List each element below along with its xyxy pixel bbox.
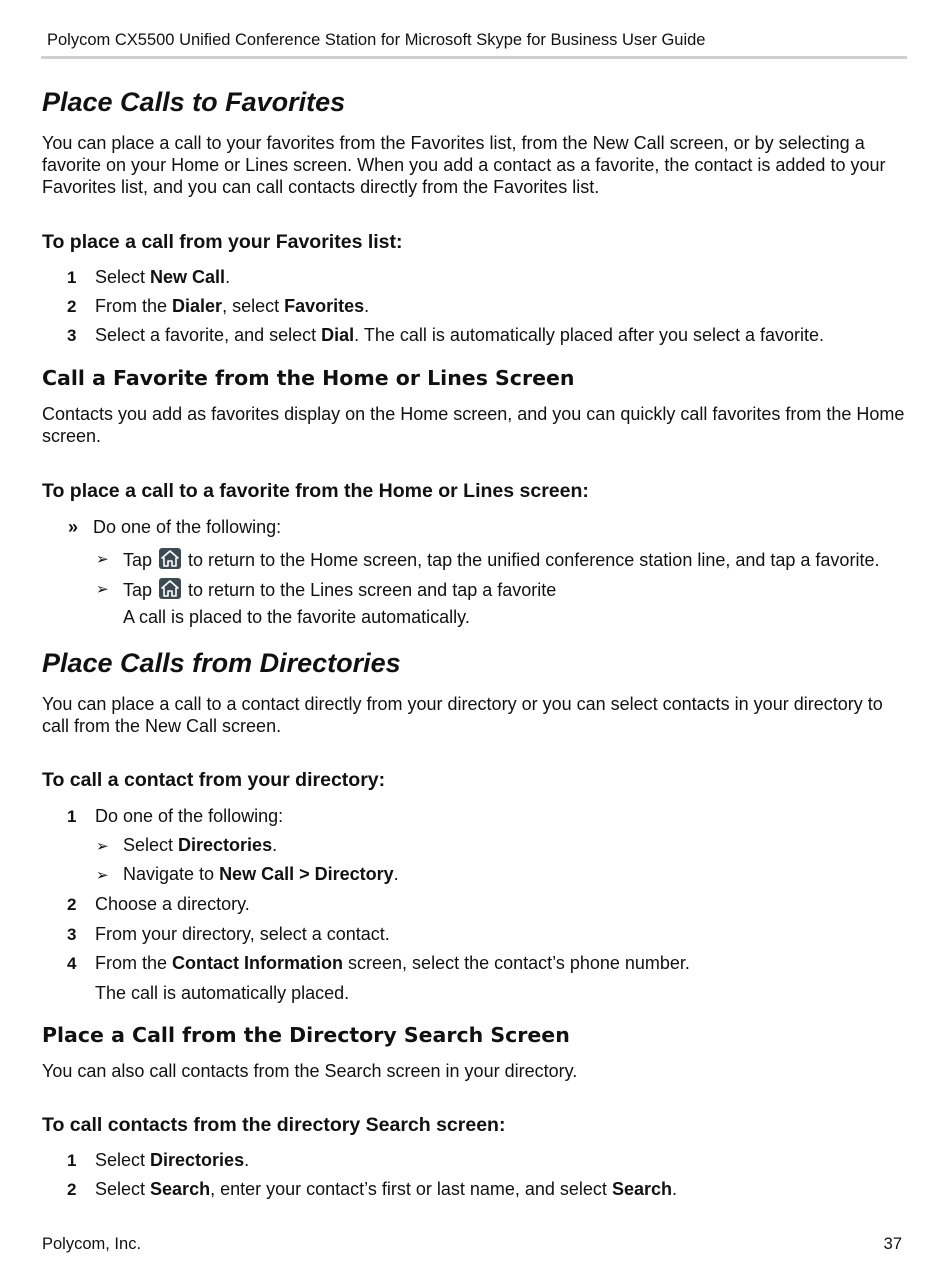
page-number: 37 bbox=[883, 1235, 902, 1253]
step-number: 2 bbox=[67, 1180, 77, 1199]
step-1-search: Select Directories. bbox=[95, 1150, 250, 1170]
do-one-of-following: Do one of the following: bbox=[93, 517, 282, 537]
procedure-title-search: To call contacts from the directory Search screen: bbox=[42, 1114, 506, 1136]
arrow-bullet: ➢ bbox=[96, 581, 109, 598]
step-2-directory: Choose a directory. bbox=[95, 894, 250, 914]
section-title-directories: Place Calls from Directories bbox=[42, 648, 401, 678]
step-2-favorites: From the Dialer, select Favorites. bbox=[95, 296, 370, 316]
sub-option-new-call-directory: Navigate to New Call > Directory. bbox=[123, 864, 399, 884]
home-icon bbox=[159, 578, 181, 599]
step-3-directory: From your directory, select a contact. bbox=[95, 924, 390, 944]
subsection-title-search: Place a Call from the Directory Search Screen bbox=[42, 1023, 570, 1047]
favorites-result: A call is placed to the favorite automatically. bbox=[123, 607, 470, 627]
step-number: 1 bbox=[67, 1151, 77, 1170]
subsection-title-home-lines: Call a Favorite from the Home or Lines Screen bbox=[42, 366, 575, 390]
search-intro: You can also call contacts from the Search screen in your directory. bbox=[42, 1061, 578, 1081]
sub-option-directories: Select Directories. bbox=[123, 835, 278, 855]
step-number: 3 bbox=[67, 326, 77, 345]
step-4-directory: From the Contact Information screen, select the contact’s phone number. bbox=[95, 953, 690, 973]
section-title-favorites: Place Calls to Favorites bbox=[42, 87, 346, 117]
arrow-bullet: ➢ bbox=[96, 867, 109, 884]
procedure-title-favorites-list: To place a call from your Favorites list: bbox=[42, 231, 403, 253]
step-number: 2 bbox=[67, 895, 77, 914]
directory-result: The call is automatically placed. bbox=[95, 983, 350, 1003]
option-lines-screen: Tap to return to the Lines screen and tap a favorite bbox=[123, 580, 557, 600]
favorites-intro: You can place a call to your favorites from the Favorites list, from the New Call screen, or by selecting a favorite on your Home or Lines screen. When you add a contact as a favorite, the contact is added to your Favorites list, and you can call contacts directly from the Favorites list. bbox=[42, 133, 886, 197]
arrow-bullet: ➢ bbox=[96, 551, 109, 568]
option-home-screen: Tap to return to the Home screen, tap the unified conference station line, and tap a favorite. bbox=[123, 550, 880, 570]
step-number: 1 bbox=[67, 268, 77, 287]
single-step-marker: » bbox=[68, 517, 79, 537]
arrow-bullet: ➢ bbox=[96, 838, 109, 855]
step-1-favorites: Select New Call. bbox=[95, 267, 231, 287]
header-divider bbox=[41, 56, 907, 59]
procedure-title-directory: To call a contact from your directory: bbox=[42, 769, 386, 791]
step-2-search: Select Search, enter your contact’s first or last name, and select Search. bbox=[95, 1179, 677, 1199]
step-number: 2 bbox=[67, 297, 77, 316]
running-header: Polycom CX5500 Unified Conference Station for Microsoft Skype for Business User Guide bbox=[47, 31, 706, 49]
procedure-title-home-lines: To place a call to a favorite from the Home or Lines screen: bbox=[42, 480, 589, 502]
footer-company: Polycom, Inc. bbox=[42, 1235, 142, 1253]
step-number: 4 bbox=[67, 954, 77, 973]
step-number: 3 bbox=[67, 925, 77, 944]
step-3-favorites: Select a favorite, and select Dial. The call is automatically placed after you select a favorite. bbox=[95, 325, 825, 345]
step-number: 1 bbox=[67, 807, 77, 826]
step-1-directory: Do one of the following: bbox=[95, 806, 284, 826]
home-icon bbox=[159, 548, 181, 569]
directories-intro: You can place a call to a contact directly from your directory or you can select contacts in your directory to call from the New Call screen. bbox=[42, 694, 883, 736]
home-lines-intro: Contacts you add as favorites display on the Home screen, and you can quickly call favorites from the Home screen. bbox=[42, 404, 905, 446]
